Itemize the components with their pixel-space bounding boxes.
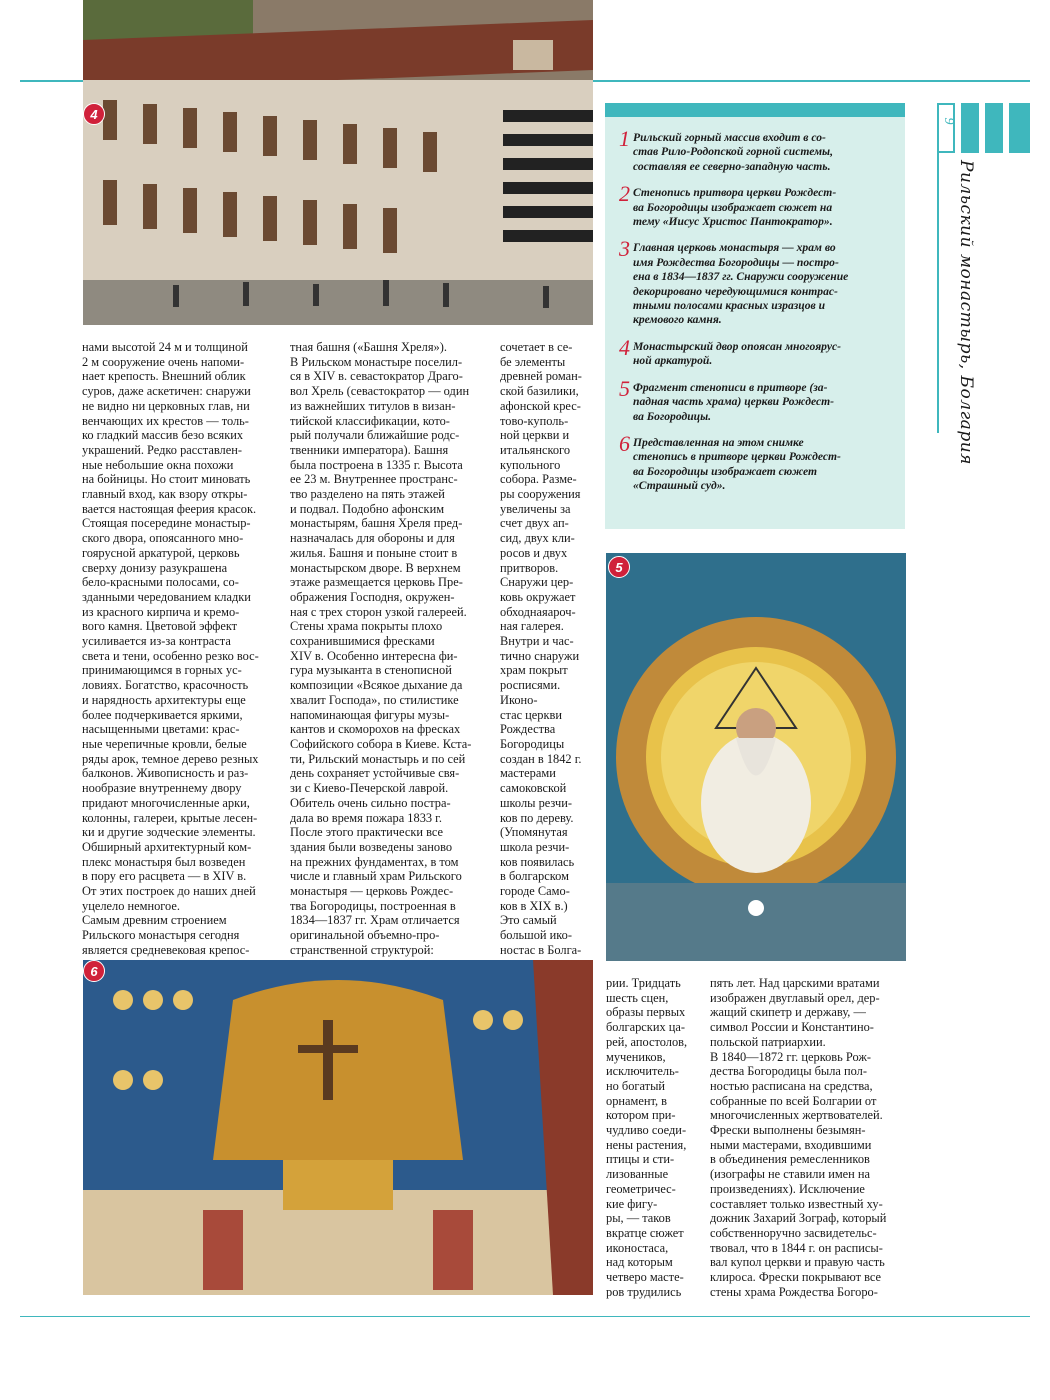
page-tab	[937, 103, 1030, 153]
text-column-2: тная башня («Башня Хреля»). В Рильском монастыре поселил- ся в XIV в. севастократор Драго- вол Хрель (севастократор — один из важнейших титулов в визан- тийской классификации, кото- рый получали ближайшие родс- твенники императора). Башня была построена в 1335 г. Высота ее 23 м. Внутреннее пространс- тво разделено на пять этажей и подвал. Подобно афонским монастырям, башня Хреля пред- назначалась для обороны и для жилья. Башня и поныне стоит в монастырском дворе. В верхнем этаже размещается церковь Пре- ображения Господня, окружен- ная с трех сторон узкой галереей. Стены храма покрыты плохо сохранившимися фресками XIV в. Особенно интересна фи- гура музыканта в стенописной композиции «Всякое дыхание да хвалит Господа», по стилистике напоминающая фигуры музы- кантов и скоморохов на фресках Софийского собора в Киеве. Кста- ти, Рильский монастырь и по сей день сохраняет устойчивые свя- зи с Киево-Печерской лаврой. Обитель очень сильно постра- дала во время пожара 1833 г. После этого практически все здания были возведены заново на прежних фундаментах, в том числе и главный храм Рильского монастыря — церковь Рождес- тва Богородицы, построенная в 1834—1837 гг. Храм отличается оригинальной объемно-про- странственной структурой:	[290, 340, 472, 957]
caption-number: 6	[619, 430, 630, 456]
photo-last-judgment-fresco	[83, 960, 593, 1295]
caption-text: Стенопись притвора церкви Рождест- ва Богородицы изображает сюжет на тему «Иисус Христос Пантократор».	[633, 186, 837, 229]
page-number: 9	[941, 117, 956, 125]
caption-item	[619, 236, 891, 327]
text-column-5: пять лет. Над царскими вратами изображен двуглавый орел, дер- жащий скипетр и державу, — символ России и Константино- польской патриархии. В 1840—1872 гг. церковь Рож- дества Богородицы была пол- ностью расписана на средства, собранные по всей Болгарии от многочисленных жертвователей. Фрески выполнены безымян- ными мастерами, входившими в объединения ремесленников (изографы не ставили имен на произведениях). Исключение составляет только известный ху- дожник Захарий Зограф, который собственноручно засвидетельс- твовал, что в 1844 г. он расписы- вал купол церкви и правую часть клироса. Фрески покрывают все стены храма Рождества Богоро-	[710, 976, 887, 1299]
caption-text: Рильский горный массив входит в со- став Рило-Родопской горной системы, составляя ее северно-западную часть.	[633, 131, 834, 173]
photo-number-badge: 4	[83, 103, 105, 125]
caption-text: Фрагмент стенописи в притворе (за- падная часть храма) церкви Рождест- ва Богородицы.	[633, 380, 835, 423]
page-number-box	[937, 103, 955, 153]
caption-number: 3	[619, 236, 630, 262]
caption-sidebar	[605, 103, 905, 529]
caption-item	[619, 375, 891, 424]
bottom-rule	[20, 1316, 1030, 1317]
text-column-4: рии. Тридцать шесть сцен, образы первых болгарских ца- рей, апостолов, мучеников, исключитель- но богатый орнамент, в котором при- чудливо соеди- нены растения, птицы и сти- лизованные геометричес- кие фигу- ры, — таков вкратце сюжет иконостаса, над которым четверо масте- ров трудились	[606, 976, 688, 1299]
text-column-3: сочетает в се- бе элементы древней роман- ской базилики, афонской крес- тово-куполь- ной церкви и итальянского купольного собора. Разме- ры сооружения увеличены за счет двух ап- сид, двух кли- росов и двух притворов. Снаружи цер- ковь окружает обходнаяароч- ная галерея. Внутри и час- тично снаружи храм покрыт росписями. Иконо- стас церкви Рождества Богородицы создан в 1842 г. мастерами самоковской школы резчи- ков по дереву. (Упомянутая школа резчи- ков появилась в болгарском городе Само- ков в XIX в.) Это самый большой ико- ностас в Болга-	[500, 340, 582, 957]
caption-number: 1	[619, 126, 630, 151]
caption-number: 4	[619, 334, 630, 360]
caption-text: Представленная на этом снимке стенопись в притворе церкви Рождест- ва Богородицы изображает сюжет «Страшный суд».	[633, 435, 841, 493]
caption-item	[619, 334, 891, 369]
caption-number: 2	[619, 181, 630, 207]
photo-fresco-dome	[606, 553, 906, 961]
sidebar-top-bar	[605, 103, 905, 117]
caption-number: 5	[619, 375, 630, 401]
tab-vertical-rule	[937, 153, 939, 433]
tab-stripe	[961, 103, 979, 153]
caption-item	[619, 126, 891, 174]
photo-number-badge: 5	[608, 556, 630, 578]
caption-item	[619, 181, 891, 229]
running-title: Рильский монастырь, Болгария	[956, 160, 976, 465]
text-column-1: нами высотой 24 м и толщиной 2 м сооружение очень напоми- нает крепость. Внешний облик суров, даже аскетичен: снаружи не видно ни церковных глав, ни венчающих их крестов — толь- ко гладкий массив безо всяких украшений. Редко расставлен- ные небольшие окна похожи на бойницы. Но стоит миновать главный вход, как взору откры- вается настоящая феерия красок. Стоящая посередине монастыр- ского двора, опоясанного мно- гоярусной аркатурой, церковь сверху донизу разукрашена бело-красными полосами, со- зданными чередованием кладки из красного кирпича и кремо- вого камня. Цветовой эффект усиливается из-за контраста света и тени, особенно резко вос- принимающимся в горных ус- ловиях. Богатство, красочность и нарядность архитектуры еще более подчеркивается яркими, насыщенными цветами: крас- ные черепичные кровли, белые ряды арок, темное дерево резных балконов. Живописность и раз- нообразие внутреннему двору придают многочисленные арки, колонны, галереи, крытые лесен- ки и другие зодческие элементы. Обширный архитектурный ком- плекс монастыря был возведен в пору его расцвета — в XIV в. От этих построек до наших дней уцелело немногое. Самым древним строением Рильского монастыря сегодня является средневековая крепос-	[82, 340, 259, 957]
tab-stripe	[985, 103, 1003, 153]
photo-number-badge: 6	[83, 960, 105, 982]
caption-item	[619, 430, 891, 494]
caption-text: Монастырский двор опоясан многоярус- ной аркатурой.	[633, 339, 841, 368]
caption-text: Главная церковь монастыря — храм во имя Рождества Богородицы — постро- ена в 1834—1837 гг. Снаружи сооружение декорировано чередующимися контрас- тными полосами красных изразцов и кремового камня.	[633, 241, 849, 327]
photo-monastery-courtyard	[83, 0, 593, 325]
tab-stripe	[1009, 103, 1030, 153]
